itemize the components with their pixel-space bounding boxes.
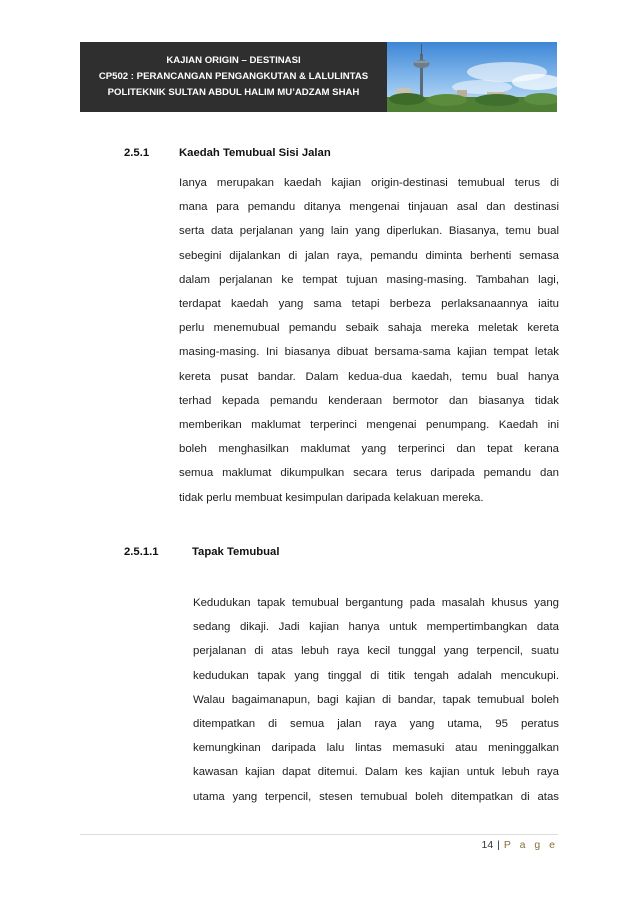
section-2-5-1-heading <box>124 147 331 159</box>
header-line-3: POLITEKNIK SULTAN ABDUL HALIM MU’ADZAM SHAH <box>107 87 360 98</box>
body-line: perjalanan di atas lebuh raya kecil tunggal yang terpencil, suatu <box>193 645 559 658</box>
body-line: perlu menemubual pemandu sebaik sahaja mereka meletak kereta <box>179 322 559 335</box>
body-line: dalam perjalanan ke tempat tujuan masing-masing. Tambahan lagi, <box>179 273 559 286</box>
section-2-5-1-body <box>179 171 559 510</box>
body-line: ditempatkan di semua jalan raya yang utama, 95 peratus <box>193 718 559 731</box>
document-header <box>80 42 387 112</box>
section-title: Kaedah Temubual Sisi Jalan <box>179 147 331 159</box>
section-2-5-1-1-heading <box>124 546 279 558</box>
footer-divider <box>80 834 558 835</box>
body-line: masing-masing. Ini biasanya dibuat bersama-sama kajian tempat letak <box>179 346 559 359</box>
section-title: Tapak Temubual <box>192 546 280 558</box>
body-line: Kedudukan tapak temubual bergantung pada masalah khusus yang <box>193 597 559 609</box>
body-line: boleh menghasilkan maklumat yang terperinci dan tepat kerana <box>179 443 559 456</box>
page-number: 14 <box>481 839 494 851</box>
body-line: terhad kepada pemandu kenderaan bermotor dan biasanya tidak <box>179 394 559 407</box>
body-line: tidak perlu membuat kesimpulan daripada kelakuan mereka. <box>179 491 484 504</box>
section-number: 2.5.1 <box>124 147 150 159</box>
body-line: sebegini dijalankan di jalan raya, pemandu diminta berhenti semasa <box>179 249 559 262</box>
page-footer <box>481 839 558 851</box>
body-line: Walau bagaimanapun, bagi kajian di bandar, tapak temubual boleh <box>193 693 559 706</box>
body-line: utama yang terpencil, stesen temubual boleh ditempatkan di atas <box>193 790 559 803</box>
body-line: kedudukan tapak yang tinggal di titik tengah adalah mencukupi. <box>193 669 559 682</box>
footer-separator: | <box>497 839 500 851</box>
body-line: memberikan maklumat terperinci mengenai penumpang. Kaedah ini <box>179 419 559 432</box>
tower-skyline-illustration <box>387 42 557 112</box>
page-word: P a g e <box>503 839 558 851</box>
header-line-1: KAJIAN ORIGIN – DESTINASI <box>166 55 301 66</box>
header-city-tower-image <box>387 42 557 112</box>
body-line: kereta pusat bandar. Dalam kedua-dua kaedah, temu bual hanya <box>179 370 559 383</box>
body-line: kawasan kajian dapat ditemui. Dalam kes kajian untuk lebuh raya <box>193 766 559 779</box>
body-line: Ianya merupakan kaedah kajian origin-destinasi temubual terus di <box>179 177 559 189</box>
section-2-5-1-1-body <box>193 591 559 809</box>
body-line: serta data perjalanan yang lain yang diperlukan. Biasanya, temu bual <box>179 225 559 238</box>
body-line: sedang dikaji. Jadi kajian hanya untuk mempertimbangkan data <box>193 621 559 634</box>
section-number: 2.5.1.1 <box>124 546 159 558</box>
body-line: kemungkinan daripada lalu lintas memasuki atau meninggalkan <box>193 742 559 755</box>
body-line: semua maklumat dikumpulkan secara terus daripada pemandu dan <box>179 467 559 480</box>
header-line-2: CP502 : PERANCANGAN PENGANGKUTAN & LALULINTAS <box>98 71 369 82</box>
body-line: mana para pemandu ditanya mengenai tinjauan asal dan destinasi <box>179 201 559 214</box>
body-line: terdapat kaedah yang sama tetapi berbeza perlaksanaannya iaitu <box>179 298 559 311</box>
